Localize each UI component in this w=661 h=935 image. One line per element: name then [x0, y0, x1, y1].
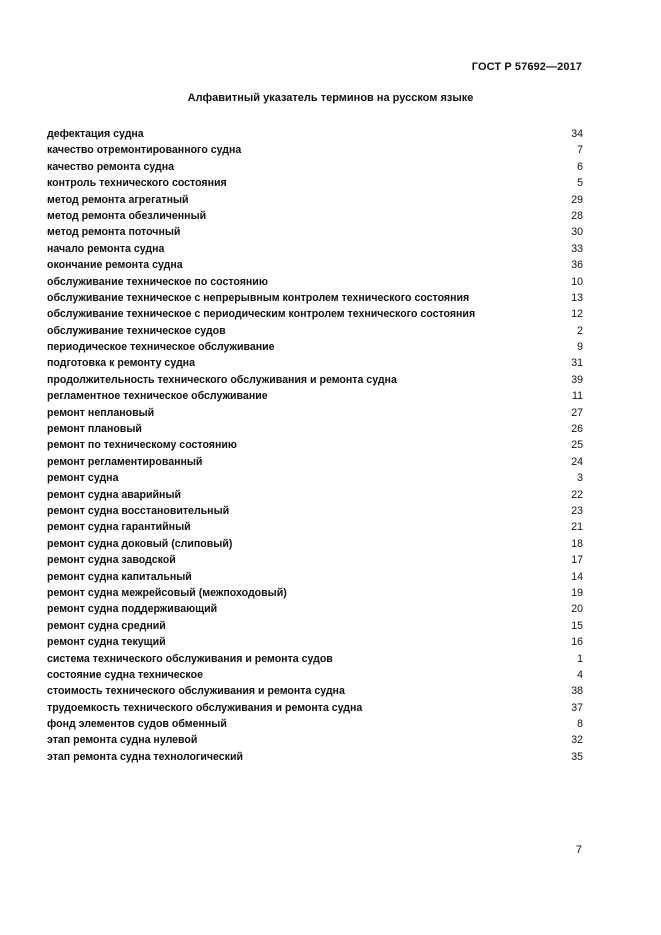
index-entry-page: 35 — [571, 750, 583, 763]
index-entry — [47, 437, 583, 453]
index-entry — [47, 208, 583, 224]
index-entry — [47, 224, 583, 240]
index-entry — [47, 536, 583, 552]
index-entry-page: 15 — [571, 619, 583, 632]
index-entry-term: ремонт судна заводской — [47, 554, 176, 567]
index-entry-page: 38 — [571, 685, 583, 698]
index-entry — [47, 503, 583, 519]
index-entry-page: 4 — [577, 668, 583, 681]
index-entry-term: качество отремонтированного судна — [47, 144, 242, 157]
index-entry-term: ремонт судна восстановительный — [47, 504, 230, 517]
index-entry — [47, 569, 583, 585]
index-entry-page: 29 — [571, 193, 583, 206]
index-entry-term: обслуживание техническое судов — [47, 324, 226, 337]
index-entry-term: состояние судна техническое — [47, 668, 203, 681]
index-entry-term: обслуживание техническое с периодическим контролем технического состояния — [47, 308, 476, 321]
index-entry-page: 32 — [571, 734, 583, 747]
index-entry — [47, 487, 583, 503]
index-entry-page: 9 — [577, 341, 583, 354]
index-entry-page: 3 — [577, 472, 583, 485]
index-entry-page: 34 — [571, 128, 583, 140]
index-entry-term: ремонт судна доковый (слиповый) — [47, 537, 233, 550]
index-entry-term: этап ремонта судна нулевой — [47, 734, 198, 747]
index-entry-page: 5 — [577, 177, 583, 190]
index-entry-term: ремонт судна гарантийный — [47, 521, 191, 534]
index-entry — [47, 126, 583, 142]
index-entry — [47, 290, 583, 306]
index-entry — [47, 388, 583, 404]
index-entry-term: ремонт судна аварийный — [47, 488, 182, 501]
index-entry — [47, 159, 583, 175]
index-entry-term: качество ремонта судна — [47, 160, 175, 173]
index-entry — [47, 306, 583, 322]
index-entry-term: продолжительность технического обслуживания и ремонта судна — [47, 373, 397, 386]
index-entry — [47, 683, 583, 699]
index-title: Алфавитный указатель терминов на русском языке — [187, 92, 474, 104]
index-entry-page: 33 — [571, 242, 583, 255]
index-entry — [47, 700, 583, 716]
index-entry-term: ремонт судна средний — [47, 619, 166, 632]
index-entry-page: 21 — [571, 521, 583, 534]
index-entry-page: 13 — [571, 291, 583, 304]
index-entry-page: 37 — [571, 701, 583, 714]
index-entry-page: 30 — [571, 226, 583, 239]
index-entry-term: периодическое техническое обслуживание — [47, 341, 275, 354]
index-entry-page: 22 — [571, 488, 583, 501]
term-index-list — [47, 126, 583, 765]
index-entry-page: 24 — [571, 455, 583, 468]
index-entry-term: система технического обслуживания и ремонта судов — [47, 652, 333, 665]
index-entry-page: 39 — [571, 373, 583, 386]
index-entry-page: 10 — [571, 275, 583, 288]
index-entry-term: ремонт по техническому состоянию — [47, 439, 237, 452]
index-entry-term: ремонт судна поддерживающий — [47, 603, 218, 616]
index-entry — [47, 585, 583, 601]
index-entry — [47, 716, 583, 732]
index-entry — [47, 618, 583, 634]
index-entry-page: 17 — [571, 554, 583, 567]
index-entry — [47, 470, 583, 486]
index-entry-term: ремонт неплановый — [47, 406, 155, 419]
index-entry-term: ремонт судна — [47, 472, 119, 485]
index-entry — [47, 241, 583, 257]
index-entry-term: метод ремонта обезличенный — [47, 209, 207, 222]
index-entry-term: подготовка к ремонту судна — [47, 357, 195, 370]
page-number: 7 — [575, 844, 582, 856]
index-entry-term: дефектация судна — [47, 128, 144, 140]
index-entry-page: 27 — [571, 406, 583, 419]
index-entry-term: начало ремонта судна — [47, 242, 165, 255]
index-entry-term: регламентное техническое обслуживание — [47, 390, 268, 403]
index-entry-term: трудоемкость технического обслуживания и ремонта судна — [47, 701, 363, 714]
index-entry — [47, 192, 583, 208]
index-entry-page: 6 — [577, 160, 583, 173]
index-entry — [47, 634, 583, 650]
index-entry — [47, 667, 583, 683]
index-entry-page: 16 — [571, 636, 583, 649]
index-entry — [47, 732, 583, 748]
index-entry-term: метод ремонта поточный — [47, 226, 181, 239]
index-entry — [47, 651, 583, 667]
index-entry-page: 26 — [571, 423, 583, 436]
index-entry-term: обслуживание техническое с непрерывным контролем технического состояния — [47, 291, 470, 304]
index-entry-term: ремонт регламентированный — [47, 455, 203, 468]
index-entry-page: 20 — [571, 603, 583, 616]
index-entry-page: 36 — [571, 259, 583, 272]
index-entry-page: 25 — [571, 439, 583, 452]
index-entry-term: этап ремонта судна технологический — [47, 750, 243, 763]
index-entry-page: 23 — [571, 504, 583, 517]
index-entry-term: ремонт судна капитальный — [47, 570, 192, 583]
index-entry-term: контроль технического состояния — [47, 177, 227, 190]
index-entry-page: 1 — [577, 652, 583, 665]
index-entry — [47, 552, 583, 568]
index-entry — [47, 175, 583, 191]
index-entry-term: стоимость технического обслуживания и ремонта судна — [47, 685, 345, 698]
index-entry-page: 28 — [571, 209, 583, 222]
standard-code: ГОСТ Р 57692—2017 — [471, 61, 582, 73]
index-entry — [47, 749, 583, 765]
index-entry-page: 8 — [577, 718, 583, 731]
index-entry-page: 2 — [577, 324, 583, 337]
index-entry — [47, 519, 583, 535]
index-entry — [47, 372, 583, 388]
index-entry — [47, 142, 583, 158]
index-entry — [47, 454, 583, 470]
index-entry — [47, 421, 583, 437]
index-entry-page: 12 — [571, 308, 583, 321]
index-entry-term: ремонт судна межрейсовый (межпоходовый) — [47, 586, 287, 599]
index-entry — [47, 257, 583, 273]
index-entry-term: обслуживание техническое по состоянию — [47, 275, 268, 288]
index-entry-page: 11 — [572, 390, 583, 403]
index-entry — [47, 323, 583, 339]
index-entry-page: 18 — [571, 537, 583, 550]
index-entry-page: 7 — [577, 144, 583, 157]
index-entry — [47, 274, 583, 290]
index-entry-term: окончание ремонта судна — [47, 259, 183, 272]
index-entry-term: ремонт судна текущий — [47, 636, 166, 649]
index-entry-page: 14 — [571, 570, 583, 583]
index-entry-term: метод ремонта агрегатный — [47, 193, 189, 206]
index-entry — [47, 405, 583, 421]
index-entry-page: 31 — [571, 357, 583, 370]
index-entry — [47, 355, 583, 371]
index-entry — [47, 601, 583, 617]
index-entry-term: фонд элементов судов обменный — [47, 718, 227, 731]
index-entry-term: ремонт плановый — [47, 423, 142, 436]
index-entry — [47, 339, 583, 355]
index-entry-page: 19 — [571, 586, 583, 599]
